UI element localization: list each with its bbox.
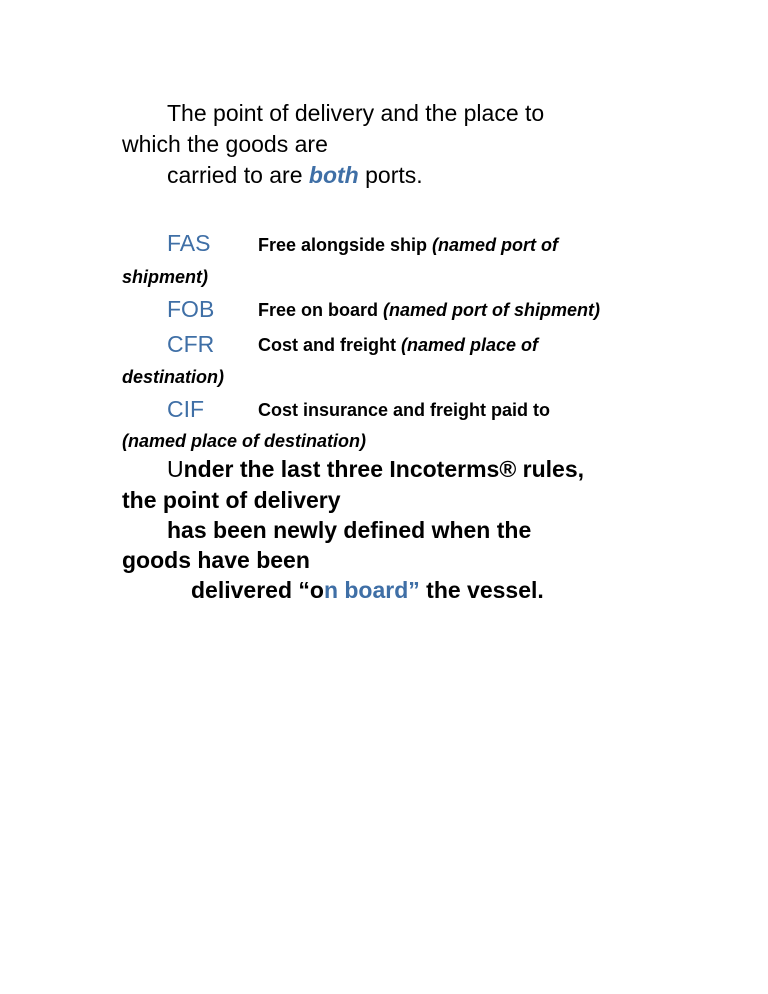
closing-line-2 — [122, 489, 341, 512]
intro-line-1 — [167, 102, 544, 125]
intro-text-3-before: carried to are — [167, 162, 309, 188]
term-code-cfr — [167, 333, 214, 356]
term-desc-cfr-text: Cost and freight — [258, 335, 401, 355]
closing-text-3: has been newly defined when the — [167, 517, 532, 543]
intro-text-2: which the goods are — [122, 131, 328, 157]
term-desc-fob — [258, 301, 600, 319]
closing-line-5 — [191, 579, 544, 602]
intro-text-3-after: ports. — [358, 162, 423, 188]
term-wrap-cfr — [122, 368, 224, 386]
term-code-fob-text: FOB — [167, 296, 215, 322]
term-desc-fas-italic: (named port of — [432, 235, 559, 255]
term-desc-cif-text: Cost insurance and freight paid to — [258, 400, 551, 420]
term-desc-cfr — [258, 336, 538, 354]
closing-text-1: nder the last three Incoterms® rules, — [183, 456, 585, 482]
closing-first-letter: U — [167, 456, 184, 482]
closing-line-4 — [122, 549, 310, 572]
term-desc-cfr-italic: (named place of — [401, 335, 539, 355]
term-wrap-cfr-text: destination) — [122, 367, 224, 387]
term-desc-cif — [258, 401, 550, 419]
term-code-fob — [167, 298, 214, 321]
closing-line-3 — [167, 519, 531, 542]
intro-line-2 — [122, 133, 328, 156]
closing-text-5-before: delivered “o — [191, 577, 324, 603]
closing-text-5-after: the vessel. — [419, 577, 544, 603]
closing-text-4: goods have been — [122, 547, 310, 573]
term-code-cif — [167, 398, 204, 421]
intro-emphasis-both: both — [308, 162, 359, 188]
term-desc-fas-text: Free alongside ship — [258, 235, 433, 255]
term-code-cif-text: CIF — [167, 396, 205, 422]
closing-text-2: the point of delivery — [122, 487, 341, 513]
closing-accent-on-board: n board” — [323, 577, 420, 603]
closing-line-1 — [167, 458, 584, 481]
term-desc-fob-text: Free on board — [258, 300, 384, 320]
intro-line-3 — [167, 164, 423, 187]
term-code-fas-text: FAS — [167, 230, 211, 256]
term-wrap-cif — [122, 432, 366, 450]
term-desc-fob-italic: (named port of shipment) — [383, 300, 601, 320]
intro-text-1: The point of delivery and the place to — [167, 100, 545, 126]
term-wrap-fas-text: shipment) — [122, 267, 209, 287]
term-wrap-cif-text: (named place of destination) — [122, 431, 367, 451]
term-desc-fas — [258, 236, 558, 254]
term-code-fas — [167, 232, 210, 255]
term-wrap-fas — [122, 268, 208, 286]
term-code-cfr-text: CFR — [167, 331, 215, 357]
